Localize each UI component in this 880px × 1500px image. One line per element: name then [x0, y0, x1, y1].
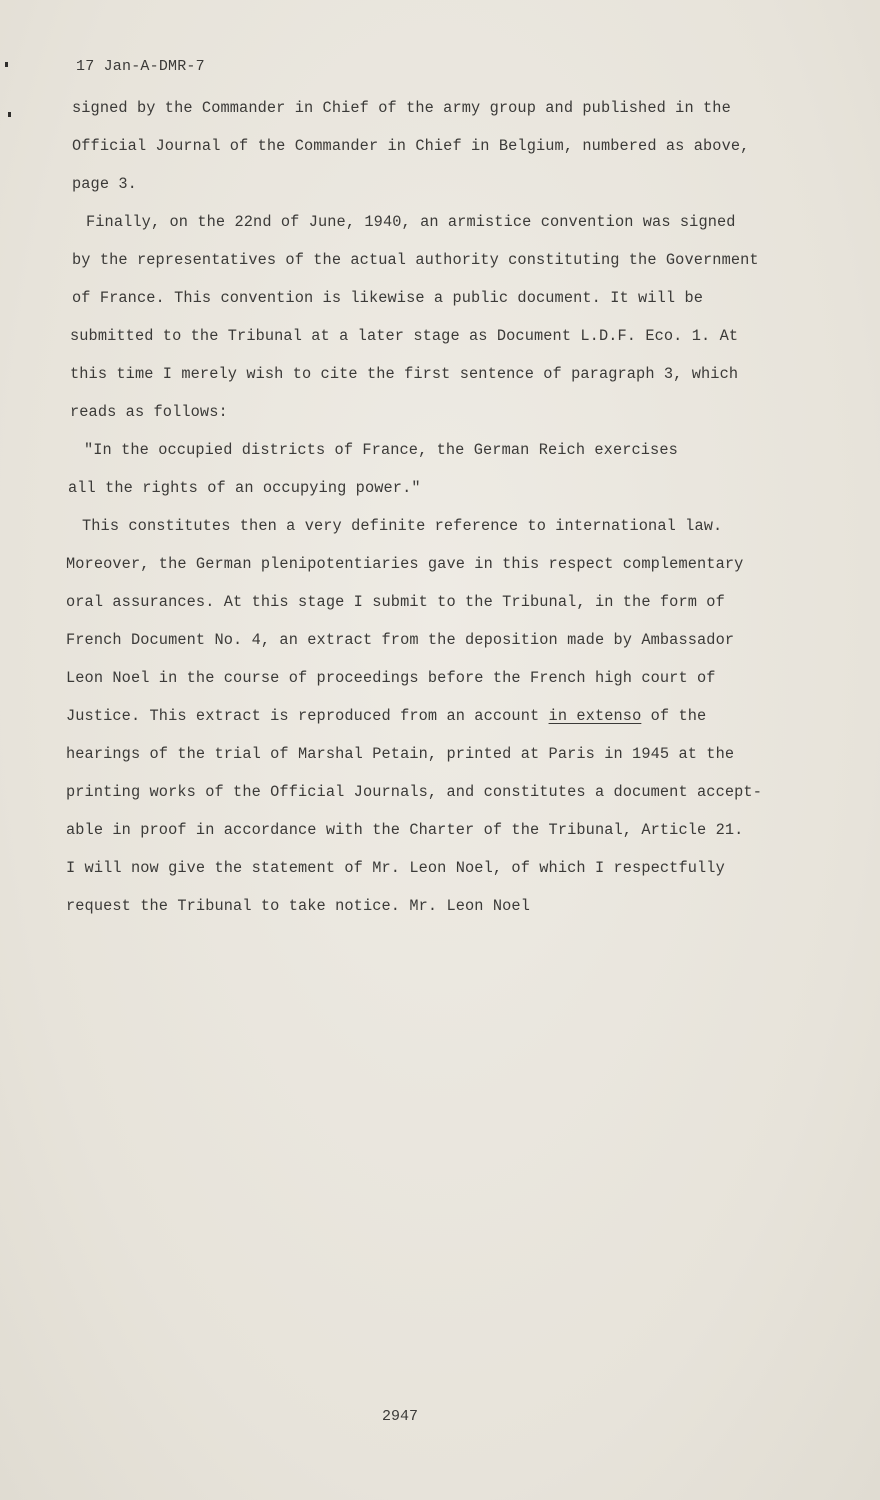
margin-mark — [8, 112, 11, 117]
text-line: Official Journal of the Commander in Chief in Belgium, numbered as above, — [72, 137, 750, 155]
text-line: This constitutes then a very definite reference to international law. — [82, 517, 723, 535]
document-reference: 17 Jan-A-DMR-7 — [76, 58, 205, 75]
text-line: request the Tribunal to take notice. Mr. Leon Noel — [66, 897, 530, 915]
margin-mark — [5, 62, 8, 67]
text-line: hearings of the trial of Marshal Petain, printed at Paris in 1945 at the — [66, 745, 735, 763]
text-line: oral assurances. At this stage I submit to the Tribunal, in the form of — [66, 593, 725, 611]
document-body — [66, 96, 806, 932]
text-segment: of the — [641, 707, 707, 725]
text-line: of France. This convention is likewise a public document. It will be — [72, 289, 704, 307]
text-line: submitted to the Tribunal at a later stage as Document L.D.F. Eco. 1. At — [70, 327, 739, 345]
text-line: Leon Noel in the course of proceedings before the French high court of — [66, 669, 716, 687]
text-line: reads as follows: — [70, 403, 228, 421]
text-line: I will now give the statement of Mr. Leon Noel, of which I respectfully — [66, 859, 725, 877]
text-line: French Document No. 4, an extract from the deposition made by Ambassador — [66, 631, 735, 649]
text-line: page 3. — [72, 175, 137, 193]
text-line: Moreover, the German plenipotentiaries gave in this respect complementary — [66, 555, 744, 573]
text-line: Finally, on the 22nd of June, 1940, an armistice convention was signed — [86, 213, 736, 231]
text-line: by the representatives of the actual authority constituting the Government — [72, 251, 759, 269]
quoted-line: all the rights of an occupying power." — [68, 479, 421, 497]
text-line: printing works of the Official Journals, and constitutes a document accept- — [66, 783, 762, 801]
text-segment: Justice. This extract is reproduced from an account — [66, 707, 549, 725]
underlined-phrase: in extenso — [548, 707, 642, 725]
text-line — [66, 704, 806, 742]
text-line: signed by the Commander in Chief of the army group and published in the — [72, 99, 731, 117]
quoted-line: "In the occupied districts of France, the German Reich exercises — [84, 441, 678, 459]
page-number: 2947 — [381, 1408, 418, 1425]
text-line: able in proof in accordance with the Charter of the Tribunal, Article 21. — [66, 821, 744, 839]
text-line: this time I merely wish to cite the first sentence of paragraph 3, which — [70, 365, 739, 383]
